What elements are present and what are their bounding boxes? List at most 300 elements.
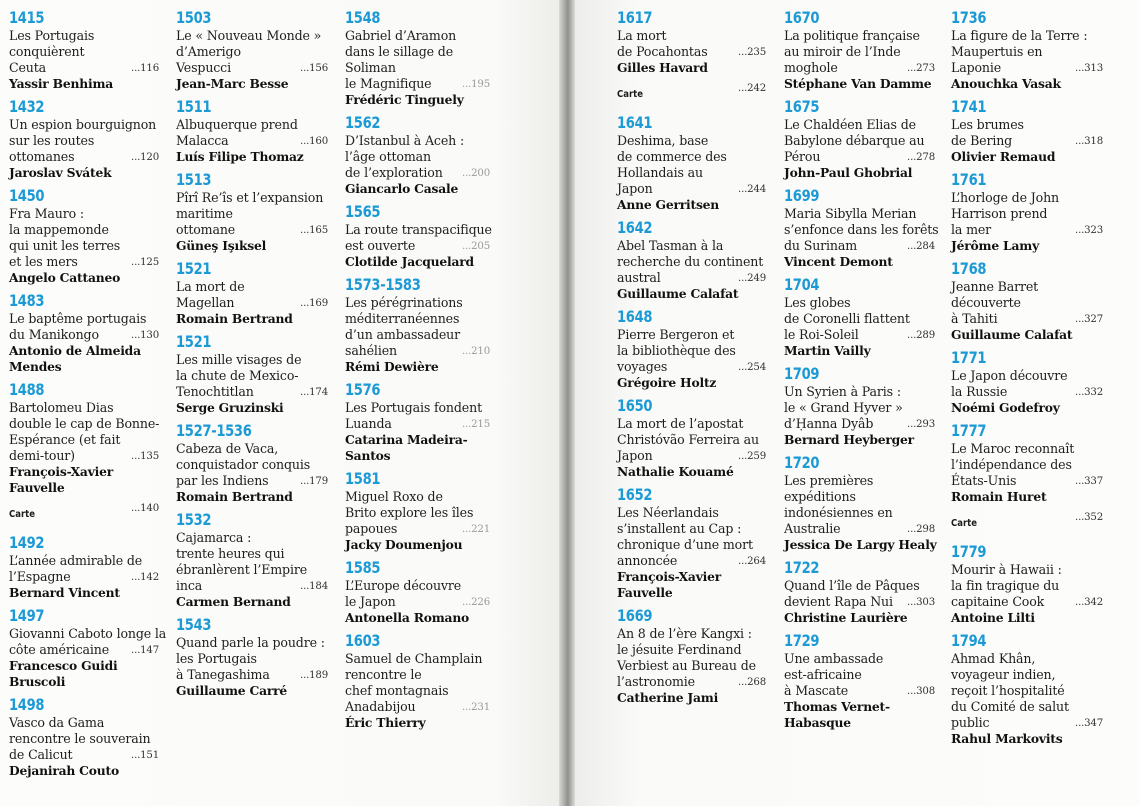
page-number: ...226: [462, 597, 490, 608]
page-number: ...342: [1075, 597, 1103, 608]
entry-title-line: Miguel Roxo de: [345, 489, 443, 504]
entry-author-line: Bernard Heyberger: [784, 432, 914, 447]
entry-title-line: Les Portugais: [9, 28, 95, 43]
entry-year: 1450: [9, 186, 45, 205]
toc-entry: [784, 8, 935, 92]
entry-year: 1794: [951, 631, 987, 650]
entry-author-line: Luís Filipe Thomaz: [176, 149, 304, 164]
entry-author-line: Jérôme Lamy: [951, 238, 1040, 253]
page-number: ...140: [131, 503, 159, 514]
entry-author: [617, 690, 766, 706]
entry-title-line: qui unit les terres: [9, 238, 121, 253]
entry-author: [784, 610, 935, 626]
entry-title-line: recherche du continent: [617, 254, 764, 269]
entry-year: 1415: [9, 8, 45, 27]
entry-author: [617, 60, 766, 76]
entry-year: 1581: [345, 469, 381, 488]
toc-column-5: [784, 8, 939, 736]
entry-author-line: Grégoire Holtz: [617, 375, 717, 390]
entry-year: 1736: [951, 8, 987, 27]
toc-column-4: [617, 8, 766, 711]
entry-author: [951, 489, 1103, 505]
entry-year: 1432: [9, 97, 45, 116]
entry-title-line: de Calicut: [9, 747, 73, 762]
toc-column-6: [951, 8, 1103, 752]
entry-title-line: Harrison prend: [951, 206, 1048, 221]
entry-title-line: l’Espagne: [9, 569, 71, 584]
entry-title-line: le Japon: [345, 594, 396, 609]
entry-title-line: les Portugais: [176, 651, 257, 666]
toc-entry: [784, 97, 935, 181]
entry-author-line: Vincent Demont: [784, 254, 893, 269]
entry-title-line: découverte: [951, 295, 1021, 310]
page-number: ...323: [1075, 225, 1103, 236]
entry-title-line: Cajamarca :: [176, 530, 252, 545]
entry-author-line: Guillaume Calafat: [951, 327, 1073, 342]
entry-year: 1768: [951, 259, 987, 278]
entry-title-line: à Tanegashima: [176, 667, 270, 682]
entry-title-line: Brito explore les îles: [345, 505, 474, 520]
entry-author: [784, 432, 935, 448]
entry-title-line: le jésuite Ferdinand: [617, 642, 742, 657]
entry-title-line: Japon: [617, 181, 653, 196]
page-number: ...249: [738, 273, 766, 284]
page-number: ...142: [131, 572, 159, 583]
entry-title-line: moghole: [784, 60, 838, 75]
entry-author: [617, 197, 766, 213]
entry-title-line: le Roi-Soleil: [784, 327, 859, 342]
entry-title-line: Espérance (et fait: [9, 432, 121, 447]
entry-title-line: Laponie: [951, 60, 1002, 75]
entry-title-line: la Russie: [951, 384, 1008, 399]
entry-author-line: Romain Bertrand: [176, 311, 293, 326]
entry-title-line: Maria Sibylla Merian: [784, 206, 917, 221]
entry-title-line: Le Chaldéen Elias de: [784, 117, 916, 132]
entry-author: [9, 585, 159, 601]
page-number: ...298: [907, 524, 935, 535]
entry-year: 1722: [784, 558, 820, 577]
entry-author-line: Martin Vailly: [784, 343, 871, 358]
entry-author: [784, 343, 935, 359]
entry-title-line: Cabeza de Vaca,: [176, 441, 279, 456]
toc-entry: [176, 259, 328, 327]
entry-title-line: La politique française: [784, 28, 920, 43]
entry-title-line: austral: [617, 270, 661, 285]
page-number: ...278: [907, 152, 935, 163]
entry-year: 1521: [176, 259, 212, 278]
entry-author-line: Guillaume Calafat: [617, 286, 739, 301]
entry-author: [617, 375, 766, 391]
entry-title-line: côte américaine: [9, 642, 110, 657]
page-number: ...135: [131, 451, 159, 462]
entry-title-line: D’Istanbul à Aceh :: [345, 133, 465, 148]
page-number: ...284: [907, 241, 935, 252]
toc-entry: [951, 348, 1103, 416]
toc-column-2: [176, 8, 328, 704]
page-number: ...174: [300, 387, 328, 398]
entry-title-line: par les Indiens: [176, 473, 269, 488]
toc-entry: [176, 421, 328, 505]
toc-entry: [784, 558, 935, 626]
entry-author-line: Giancarlo Casale: [345, 181, 459, 196]
entry-author-line: Habasque: [784, 715, 851, 730]
page-number: ...332: [1075, 387, 1103, 398]
toc-entry: [617, 8, 766, 76]
entry-author: [345, 432, 490, 464]
entry-title-line: du Comité de salut: [951, 699, 1069, 714]
entry-title-line: voyages: [617, 359, 668, 374]
entry-author-line: Yassir Benhima: [9, 76, 114, 91]
page-number: ...242: [738, 83, 766, 94]
entry-author-line: Bernard Vincent: [9, 585, 120, 600]
entry-author-line: Jaroslav Svátek: [9, 165, 112, 180]
entry-title-line: Le « Nouveau Monde »: [176, 28, 322, 43]
entry-author-line: Jessica De Largy Healy: [784, 537, 937, 552]
entry-author: [9, 270, 159, 286]
toc-entry: [176, 510, 328, 610]
entry-title-line: de Pocahontas: [617, 44, 708, 59]
entry-title-line: Hollandais au: [617, 165, 703, 180]
entry-author-line: Antonella Romano: [345, 610, 470, 625]
entry-title-line: Fra Mauro :: [9, 206, 84, 221]
entry-title-line: ébranlèrent l’Empire: [176, 562, 308, 577]
map-label: Carte: [951, 518, 978, 529]
entry-title-line: la bibliothèque des: [617, 343, 736, 358]
entry-author: [951, 327, 1103, 343]
entry-title-line: l’indépendance des: [951, 457, 1072, 472]
entry-title-line: Giovanni Caboto longe la: [9, 626, 167, 641]
entry-title-line: de l’exploration: [345, 165, 443, 180]
entry-title-line: Australie: [784, 521, 841, 536]
entry-title-line: dans le sillage de: [345, 44, 454, 59]
entry-title-line: Vasco da Gama: [9, 715, 105, 730]
entry-year: 1565: [345, 202, 381, 221]
page-number: ...130: [131, 330, 159, 341]
entry-year: 1585: [345, 558, 381, 577]
entry-title-line: Quand parle la poudre :: [176, 635, 325, 650]
toc-entry: [176, 332, 328, 416]
entry-title-line: Magellan: [176, 295, 235, 310]
entry-title-line: sahélien: [345, 343, 397, 358]
entry-year: 1548: [345, 8, 381, 27]
toc-entry: [951, 421, 1103, 505]
entry-author: [784, 699, 935, 731]
entry-title-line: rencontre le souverain: [9, 731, 151, 746]
entry-title-line: trente heures qui: [176, 546, 285, 561]
entry-year: 1483: [9, 291, 45, 310]
entry-author: [345, 92, 490, 108]
entry-title-line: le Magnifique: [345, 76, 432, 91]
entry-title-line: Pîrî Re’îs et l’expansion: [176, 190, 324, 205]
entry-title-line: au miroir de l’Inde: [784, 44, 901, 59]
page-number: ...210: [462, 346, 490, 357]
toc-entry: [176, 170, 328, 254]
entry-title-line: La figure de la Terre :: [951, 28, 1088, 43]
toc-entry: [345, 113, 490, 197]
entry-author: [176, 238, 328, 254]
entry-year: 1709: [784, 364, 820, 383]
entry-title-line: du Manikongo: [9, 327, 99, 342]
page-number: ...156: [300, 63, 328, 74]
entry-author: [951, 731, 1103, 747]
entry-year: 1603: [345, 631, 381, 650]
entry-title-line: Verbiest au Bureau de: [617, 658, 756, 673]
entry-author: [176, 683, 328, 699]
entry-year: 1779: [951, 542, 987, 561]
entry-title-line: chronique d’une mort: [617, 537, 753, 552]
entry-author: [345, 610, 490, 626]
entry-year: 1488: [9, 380, 45, 399]
entry-title-line: Tenochtitlan: [176, 384, 254, 399]
entry-title-line: voyageur indien,: [951, 667, 1056, 682]
page-number: ...254: [738, 362, 766, 373]
entry-title-line: Luanda: [345, 416, 392, 431]
entry-title-line: Anadabijou: [345, 699, 416, 714]
page-number: ...147: [131, 645, 159, 656]
entry-year: 1513: [176, 170, 212, 189]
entry-title-line: à Mascate: [784, 683, 849, 698]
entry-author: [617, 286, 766, 302]
entry-author-line: Anouchka Vasak: [951, 76, 1061, 91]
entry-title-line: Un Syrien à Paris :: [784, 384, 901, 399]
entry-title-line: d’Amerigo: [176, 44, 241, 59]
entry-year: 1497: [9, 606, 45, 625]
page-number: ...179: [300, 476, 328, 487]
page-number: ...215: [462, 419, 490, 430]
page-number: ...308: [907, 686, 935, 697]
entry-title-line: L’année admirable de: [9, 553, 143, 568]
entry-year: 1503: [176, 8, 212, 27]
entry-year: 1699: [784, 186, 820, 205]
entry-author-line: Francesco Guidi: [9, 658, 118, 673]
page-number: ...151: [131, 750, 159, 761]
entry-title-line: Mourir à Hawaii :: [951, 562, 1062, 577]
page-number: ...125: [131, 257, 159, 268]
entry-title-line: Pierre Bergeron et: [617, 327, 735, 342]
map-label: Carte: [617, 89, 644, 100]
entry-author: [176, 400, 328, 416]
entry-year: 1648: [617, 307, 653, 326]
entry-title-line: Malacca: [176, 133, 229, 148]
entry-author-line: Frédéric Tinguely: [345, 92, 464, 107]
entry-year: 1492: [9, 533, 45, 552]
entry-title-line: la chute de Mexico-: [176, 368, 299, 383]
entry-year: 1777: [951, 421, 987, 440]
entry-author-line: Bruscoli: [9, 674, 66, 689]
entry-author-line: Stéphane Van Damme: [784, 76, 932, 91]
entry-title-line: Soliman: [345, 60, 396, 75]
entry-title-line: chef montagnais: [345, 683, 449, 698]
toc-map-entry: [617, 82, 766, 103]
page-number: ...165: [300, 225, 328, 236]
entry-author: [951, 76, 1103, 92]
entry-title-line: Christóvão Ferreira au: [617, 432, 759, 447]
entry-title-line: de Coronelli flattent: [784, 311, 910, 326]
entry-title-line: Quand l’île de Pâques: [784, 578, 920, 593]
entry-title-line: reçoit l’hospitalité: [951, 683, 1065, 698]
entry-year: 1543: [176, 615, 212, 634]
entry-author-line: Fauvelle: [9, 480, 65, 495]
entry-title-line: Abel Tasman à la: [617, 238, 724, 253]
entry-title-line: Le baptême portugais: [9, 311, 147, 326]
toc-entry: [176, 8, 328, 92]
toc-column-3: [345, 8, 490, 736]
entry-title-line: Maupertuis en: [951, 44, 1043, 59]
toc-entry: [951, 259, 1103, 343]
entry-title-line: méditerranéennes: [345, 311, 460, 326]
entry-author: [784, 537, 935, 553]
entry-author-line: Güneş Işıksel: [176, 238, 267, 253]
page-number: ...327: [1075, 314, 1103, 325]
entry-author-line: Noémi Godefroy: [951, 400, 1060, 415]
page-number: ...244: [738, 184, 766, 195]
entry-title-line: An 8 de l’ère Kangxi :: [617, 626, 752, 641]
entry-author: [9, 658, 159, 690]
toc-entry: [617, 218, 766, 302]
toc-entry: [345, 275, 490, 375]
toc-entry: [345, 631, 490, 731]
entry-author-line: Santos: [345, 448, 391, 463]
entry-title-line: expéditions: [784, 489, 856, 504]
entry-author-line: Romain Bertrand: [176, 489, 293, 504]
toc-entry: [617, 606, 766, 706]
toc-entry: [784, 186, 939, 270]
toc-entry: [9, 533, 159, 601]
toc-entry: [9, 186, 159, 286]
entry-year: 1511: [176, 97, 212, 116]
page-number: ...303: [907, 597, 935, 608]
entry-title-line: Babylone débarque au: [784, 133, 925, 148]
toc-entry: [951, 631, 1103, 747]
entry-author: [617, 464, 766, 480]
page-number: ...268: [738, 677, 766, 688]
entry-year: 1498: [9, 695, 45, 714]
entry-author: [9, 165, 159, 181]
entry-title-line: capitaine Cook: [951, 594, 1045, 609]
entry-year: 1573-1583: [345, 275, 421, 294]
entry-title-line: conquièrent: [9, 44, 85, 59]
entry-author-line: John-Paul Ghobrial: [784, 165, 913, 180]
toc-entry: [9, 606, 167, 690]
page-number: ...337: [1075, 476, 1103, 487]
entry-author: [617, 569, 766, 601]
toc-entry: [784, 275, 935, 359]
entry-title-line: La route transpacifique: [345, 222, 492, 237]
toc-map-entry: [951, 511, 1103, 532]
entry-title-line: sur les routes: [9, 133, 95, 148]
entry-title-line: Le Maroc reconnaît: [951, 441, 1075, 456]
entry-author: [176, 149, 328, 165]
toc-entry: [345, 469, 490, 553]
entry-title-line: de commerce des: [617, 149, 727, 164]
toc-entry: [176, 615, 328, 699]
entry-author-line: Clotilde Jacquelard: [345, 254, 474, 269]
page-number: ...313: [1075, 63, 1103, 74]
entry-title-line: Les premières: [784, 473, 874, 488]
entry-title-line: l’astronomie: [617, 674, 695, 689]
page-number: ...195: [462, 79, 490, 90]
toc-entry: [951, 8, 1103, 92]
entry-title-line: double le cap de Bonne-: [9, 416, 160, 431]
page-number: ...116: [131, 63, 159, 74]
entry-title-line: Gabriel d’Aramon: [345, 28, 457, 43]
entry-year: 1729: [784, 631, 820, 650]
toc-entry: [176, 97, 328, 165]
entry-title-line: La mort de: [176, 279, 245, 294]
entry-author-line: Carmen Bernand: [176, 594, 291, 609]
entry-author-line: Anne Gerritsen: [617, 197, 720, 212]
entry-year: 1669: [617, 606, 653, 625]
entry-title-line: la mer: [951, 222, 992, 237]
entry-author: [951, 400, 1103, 416]
entry-title-line: d’un ambassadeur: [345, 327, 460, 342]
entry-year: 1704: [784, 275, 820, 294]
entry-title-line: Japon: [617, 448, 653, 463]
entry-title-line: ottomane: [176, 222, 236, 237]
entry-year: 1576: [345, 380, 381, 399]
page-number: ...200: [462, 168, 490, 179]
page-number: ...189: [300, 670, 328, 681]
entry-title-line: papoues: [345, 521, 398, 536]
entry-author-line: Éric Thierry: [345, 715, 426, 730]
entry-author-line: Fauvelle: [617, 585, 673, 600]
entry-title-line: la mappemonde: [9, 222, 109, 237]
entry-author: [176, 489, 328, 505]
entry-title-line: Bartolomeu Dias: [9, 400, 114, 415]
entry-author: [345, 359, 490, 375]
entry-year: 1670: [784, 8, 820, 27]
entry-title-line: demi-tour): [9, 448, 75, 463]
entry-author: [345, 715, 490, 731]
entry-title-line: Deshima, base: [617, 133, 709, 148]
entry-title-line: de Bering: [951, 133, 1013, 148]
entry-year: 1650: [617, 396, 653, 415]
entry-title-line: conquistador conquis: [176, 457, 311, 472]
entry-author-line: Rémi Dewière: [345, 359, 439, 374]
entry-author-line: Antonio de Almeida: [9, 343, 141, 358]
entry-title-line: Pérou: [784, 149, 821, 164]
toc-entry: [345, 380, 490, 464]
entry-author: [176, 311, 328, 327]
toc-entry: [9, 291, 159, 375]
toc-entry: [9, 8, 159, 92]
entry-author: [345, 537, 490, 553]
page-number: ...120: [131, 152, 159, 163]
toc-entry: [784, 364, 935, 448]
entry-title-line: États-Unis: [951, 473, 1017, 488]
entry-author: [9, 464, 159, 496]
entry-title-line: devient Rapa Nui: [784, 594, 893, 609]
entry-title-line: du Surinam: [784, 238, 858, 253]
page-number: ...184: [300, 581, 328, 592]
entry-title-line: Vespucci: [176, 60, 231, 75]
entry-title-line: Samuel de Champlain: [345, 651, 483, 666]
entry-author-line: Catherine Jami: [617, 690, 719, 705]
entry-title-line: Ceuta: [9, 60, 47, 75]
toc-entry: [784, 453, 935, 553]
entry-author-line: François-Xavier: [617, 569, 722, 584]
entry-title-line: d’Ḥanna Dyâb: [784, 416, 874, 431]
entry-title-line: Les pérégrinations: [345, 295, 463, 310]
entry-title-line: Les mille visages de: [176, 352, 302, 367]
toc-entry: [617, 307, 766, 391]
entry-author: [176, 76, 328, 92]
entry-title-line: inca: [176, 578, 203, 593]
toc-entry: [951, 97, 1103, 165]
entry-author-line: Olivier Remaud: [951, 149, 1056, 164]
entry-year: 1761: [951, 170, 987, 189]
toc-entry: [617, 485, 766, 601]
